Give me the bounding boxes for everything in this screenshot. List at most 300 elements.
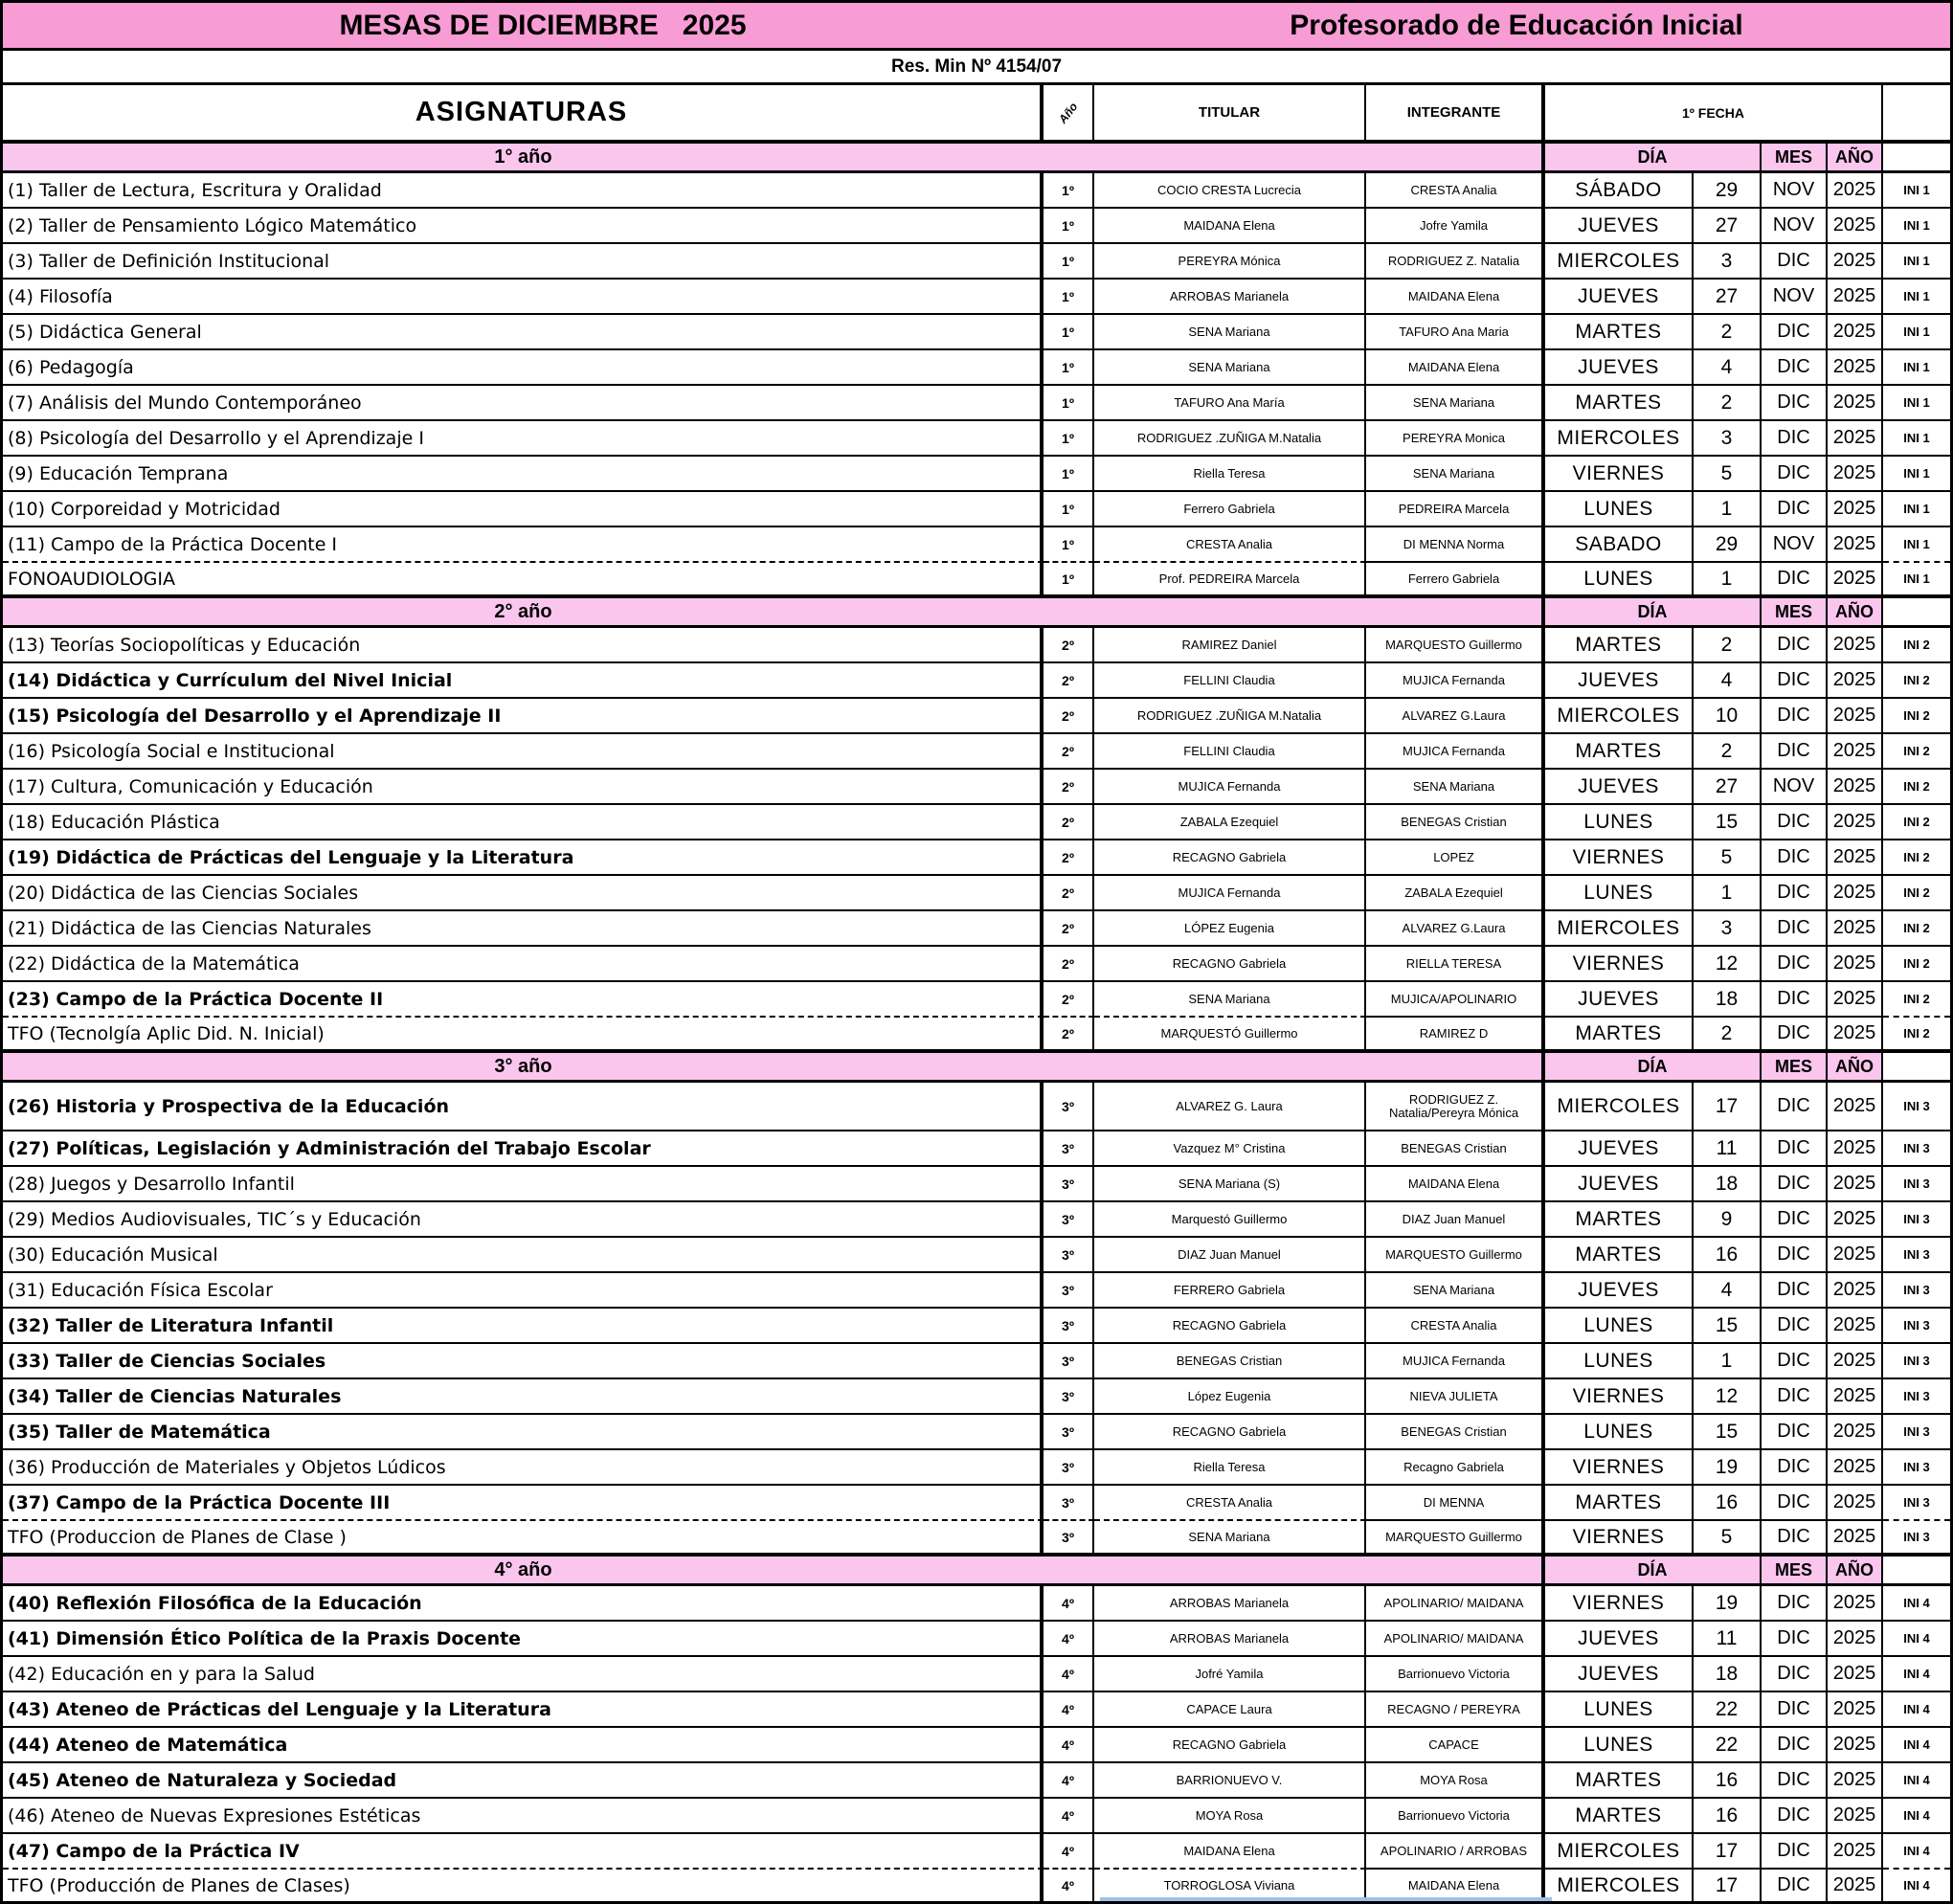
subject-cell: (7) Análisis del Mundo Contemporáneo (3, 386, 1044, 419)
table-row (3, 1309, 1950, 1344)
integrante-cell: MAIDANA Elena (1366, 350, 1545, 384)
month-cell: DIC (1762, 734, 1828, 768)
month-cell: DIC (1762, 1728, 1828, 1761)
table-row (3, 1586, 1950, 1622)
titular-cell: FELLINI Claudia (1094, 734, 1366, 768)
subject-cell: (42) Educación en y para la Salud (3, 1657, 1044, 1691)
month-cell: DIC (1762, 457, 1828, 490)
subject-cell: TFO (Producción de Planes de Clases) (3, 1868, 1044, 1901)
day-name-cell: VIERNES (1545, 1379, 1694, 1413)
subheader-anio: AÑO (1828, 144, 1883, 170)
titular-cell: RECAGNO Gabriela (1094, 1309, 1366, 1342)
subject-cell: (21) Didáctica de las Ciencias Naturales (3, 911, 1044, 945)
integrante-cell: ALVAREZ G.Laura (1366, 911, 1545, 945)
year-value-cell: 2025 (1828, 527, 1883, 561)
integrante-cell: MAIDANA Elena (1366, 280, 1545, 313)
titular-cell: MUJICA Fernanda (1094, 770, 1366, 803)
subject-cell: (23) Campo de la Práctica Docente II (3, 982, 1044, 1016)
section-label-cell (3, 144, 1545, 170)
year-cell: 4º (1044, 1799, 1094, 1832)
month-cell: DIC (1762, 1131, 1828, 1165)
year-value-cell: 2025 (1828, 982, 1883, 1016)
subject-cell: (44) Ateneo de Matemática (3, 1728, 1044, 1761)
day-name-cell: MARTES (1545, 1799, 1694, 1832)
year-cell: 1º (1044, 386, 1094, 419)
integrante-cell: LOPEZ (1366, 840, 1545, 874)
year-value-cell: 2025 (1828, 734, 1883, 768)
table-row (3, 1238, 1950, 1273)
year-cell: 3º (1044, 1167, 1094, 1200)
column-header-titular: TITULAR (1094, 85, 1366, 140)
table-row (3, 1273, 1950, 1309)
day-number-cell: 2 (1694, 315, 1762, 348)
subject-cell: (46) Ateneo de Nuevas Expresiones Estéticas (3, 1799, 1044, 1832)
year-value-cell: 2025 (1828, 699, 1883, 732)
titular-cell: TORROGLOSA Viviana (1094, 1868, 1366, 1901)
titular-cell: COCIO CRESTA Lucrecia (1094, 173, 1366, 207)
ini-code-cell: INI 3 (1903, 1460, 1930, 1474)
ini-code-cell: INI 2 (1883, 1016, 1950, 1049)
day-number-cell: 10 (1694, 699, 1762, 732)
subheader-ini-empty (1883, 598, 1950, 625)
titular-cell: MARQUESTÓ Guillermo (1094, 1016, 1366, 1049)
column-header-ini-empty (1883, 85, 1950, 140)
month-cell: DIC (1762, 699, 1828, 732)
ini-code-cell: INI 3 (1903, 1389, 1930, 1403)
integrante-cell: APOLINARIO/ MAIDANA (1366, 1622, 1545, 1655)
month-cell: DIC (1762, 1415, 1828, 1448)
ini-code-cell: INI 1 (1903, 360, 1930, 374)
day-name-cell: JUEVES (1545, 982, 1694, 1016)
ini-code-cell: INI 1 (1903, 218, 1930, 233)
titular-cell: RODRIGUEZ .ZUÑIGA M.Natalia (1094, 699, 1366, 732)
titular-cell: Ferrero Gabriela (1094, 492, 1366, 526)
day-number-cell: 4 (1694, 1273, 1762, 1307)
titular-cell: PEREYRA Mónica (1094, 244, 1366, 278)
day-number-cell: 29 (1694, 527, 1762, 561)
year-cell: 2º (1044, 734, 1094, 768)
year-cell: 3º (1044, 1379, 1094, 1413)
section-label: 2° año (494, 600, 552, 622)
integrante-cell: MARQUESTO Guillermo (1366, 1238, 1545, 1271)
year-cell: 4º (1044, 1586, 1094, 1620)
integrante-cell: DI MENNA Norma (1366, 527, 1545, 561)
day-number-cell: 12 (1694, 947, 1762, 980)
day-name-cell: LUNES (1545, 805, 1694, 839)
ini-code-cell: INI 4 (1903, 1773, 1930, 1787)
column-header-integrante: INTEGRANTE (1366, 85, 1545, 140)
table-row (3, 527, 1950, 561)
titular-cell: López Eugenia (1094, 1379, 1366, 1413)
year-value-cell: 2025 (1828, 1799, 1883, 1832)
day-number-cell: 15 (1694, 1309, 1762, 1342)
year-value-cell: 2025 (1828, 209, 1883, 242)
subject-cell: (22) Didáctica de la Matemática (3, 947, 1044, 980)
integrante-cell: CRESTA Analia (1366, 1309, 1545, 1342)
ini-code-cell: INI 3 (1903, 1099, 1930, 1113)
integrante-cell: Recagno Gabriela (1366, 1450, 1545, 1484)
table-row (3, 492, 1950, 527)
year-value-cell: 2025 (1828, 663, 1883, 697)
table-row (3, 840, 1950, 876)
day-name-cell: LUNES (1545, 1692, 1694, 1726)
year-cell: 2º (1044, 840, 1094, 874)
subject-cell: (31) Educación Física Escolar (3, 1273, 1044, 1307)
titular-cell: SENA Mariana (S) (1094, 1167, 1366, 1200)
day-number-cell: 27 (1694, 280, 1762, 313)
day-name-cell: SÁBADO (1545, 173, 1694, 207)
subject-cell: (29) Medios Audiovisuales, TIC´s y Educación (3, 1202, 1044, 1236)
ini-code-cell: INI 2 (1903, 885, 1930, 900)
day-number-cell: 18 (1694, 1657, 1762, 1691)
subject-cell: (26) Historia y Prospectiva de la Educación (3, 1083, 1044, 1130)
year-cell: 3º (1044, 1415, 1094, 1448)
month-cell: DIC (1762, 386, 1828, 419)
table-row (3, 173, 1950, 209)
table-row (3, 911, 1950, 947)
ini-code-cell: INI 2 (1903, 708, 1930, 723)
year-cell: 1º (1044, 280, 1094, 313)
year-cell: 4º (1044, 1622, 1094, 1655)
month-cell: DIC (1762, 350, 1828, 384)
month-cell: DIC (1762, 1379, 1828, 1413)
year-value-cell: 2025 (1828, 1344, 1883, 1378)
titular-cell: RECAGNO Gabriela (1094, 840, 1366, 874)
year-value-cell: 2025 (1828, 805, 1883, 839)
integrante-cell: DI MENNA (1366, 1486, 1545, 1519)
subject-cell: (34) Taller de Ciencias Naturales (3, 1379, 1044, 1413)
titular-cell: Riella Teresa (1094, 457, 1366, 490)
subject-cell: (15) Psicología del Desarrollo y el Aprendizaje II (3, 699, 1044, 732)
day-name-cell: MIERCOLES (1545, 699, 1694, 732)
day-number-cell: 22 (1694, 1692, 1762, 1726)
ini-code-cell: INI 2 (1903, 779, 1930, 794)
ini-code-cell: INI 1 (1903, 537, 1930, 551)
subject-cell: (8) Psicología del Desarrollo y el Aprendizaje I (3, 421, 1044, 455)
section-label-cell (3, 598, 1545, 625)
ini-code-cell: INI 1 (1903, 254, 1930, 268)
day-number-cell: 5 (1694, 840, 1762, 874)
ini-code-cell: INI 2 (1903, 850, 1930, 864)
titular-cell: MOYA Rosa (1094, 1799, 1366, 1832)
day-number-cell: 29 (1694, 173, 1762, 207)
titular-cell: SENA Mariana (1094, 315, 1366, 348)
day-name-cell: MARTES (1545, 1763, 1694, 1797)
day-number-cell: 4 (1694, 663, 1762, 697)
table-row (3, 663, 1950, 699)
day-number-cell: 22 (1694, 1728, 1762, 1761)
integrante-cell: APOLINARIO / ARROBAS (1366, 1834, 1545, 1868)
year-cell: 3º (1044, 1309, 1094, 1342)
year-value-cell: 2025 (1828, 315, 1883, 348)
year-value-cell: 2025 (1828, 1309, 1883, 1342)
titular-cell: RECAGNO Gabriela (1094, 1728, 1366, 1761)
section-label: 3° año (494, 1055, 552, 1077)
ini-code-cell: INI 4 (1903, 1702, 1930, 1716)
month-cell: DIC (1762, 982, 1828, 1016)
table-row (3, 1415, 1950, 1450)
table-row (3, 628, 1950, 663)
titular-cell: ARROBAS Marianela (1094, 1586, 1366, 1620)
titular-cell: Riella Teresa (1094, 1450, 1366, 1484)
titular-cell: ARROBAS Marianela (1094, 280, 1366, 313)
integrante-cell: CAPACE (1366, 1728, 1545, 1761)
year-cell: 4º (1044, 1692, 1094, 1726)
day-name-cell: JUEVES (1545, 770, 1694, 803)
day-number-cell: 17 (1694, 1868, 1762, 1901)
titular-cell: RECAGNO Gabriela (1094, 947, 1366, 980)
integrante-cell: DIAZ Juan Manuel (1366, 1202, 1545, 1236)
day-number-cell: 1 (1694, 1344, 1762, 1378)
subject-cell: (16) Psicología Social e Institucional (3, 734, 1044, 768)
titular-cell: BENEGAS Cristian (1094, 1344, 1366, 1378)
year-value-cell: 2025 (1828, 244, 1883, 278)
year-cell: 3º (1044, 1344, 1094, 1378)
banner-title-right: Profesorado de Educación Inicial (1290, 9, 1743, 41)
titular-cell: ARROBAS Marianela (1094, 1622, 1366, 1655)
subject-cell: (43) Ateneo de Prácticas del Lenguaje y la Literatura (3, 1692, 1044, 1726)
day-name-cell: SABADO (1545, 527, 1694, 561)
year-cell: 2º (1044, 911, 1094, 945)
month-cell: DIC (1762, 1834, 1828, 1868)
titular-cell: MUJICA Fernanda (1094, 876, 1366, 909)
day-number-cell: 11 (1694, 1622, 1762, 1655)
year-cell: 2º (1044, 663, 1094, 697)
day-name-cell: VIERNES (1545, 457, 1694, 490)
day-number-cell: 3 (1694, 911, 1762, 945)
month-cell: DIC (1762, 1486, 1828, 1519)
year-cell: 3º (1044, 1273, 1094, 1307)
day-name-cell: LUNES (1545, 1728, 1694, 1761)
year-cell: 2º (1044, 770, 1094, 803)
subheader-mes: MES (1762, 598, 1828, 625)
subject-cell: (4) Filosofía (3, 280, 1044, 313)
integrante-cell: Barrionuevo Victoria (1366, 1657, 1545, 1691)
year-value-cell: 2025 (1828, 421, 1883, 455)
subheader-dia: DÍA (1545, 1557, 1762, 1583)
integrante-cell: RODRIGUEZ Z. Natalia/Pereyra Mónica (1366, 1083, 1545, 1130)
year-value-cell: 2025 (1828, 173, 1883, 207)
day-number-cell: 2 (1694, 386, 1762, 419)
year-value-cell: 2025 (1828, 1450, 1883, 1484)
subject-cell: (1) Taller de Lectura, Escritura y Oralidad (3, 173, 1044, 207)
resolution-text: Res. Min Nº 4154/07 (890, 56, 1063, 77)
subject-cell: (45) Ateneo de Naturaleza y Sociedad (3, 1763, 1044, 1797)
day-name-cell: LUNES (1545, 492, 1694, 526)
year-cell: 1º (1044, 421, 1094, 455)
titular-cell: LÓPEZ Eugenia (1094, 911, 1366, 945)
integrante-cell: MUJICA Fernanda (1366, 663, 1545, 697)
titular-cell: TAFURO Ana María (1094, 386, 1366, 419)
ini-code-cell: INI 4 (1903, 1808, 1930, 1823)
subheader-anio: AÑO (1828, 598, 1883, 625)
month-cell: DIC (1762, 628, 1828, 661)
ini-code-cell: INI 3 (1903, 1141, 1930, 1155)
day-number-cell: 11 (1694, 1131, 1762, 1165)
section-header-row (3, 594, 1950, 628)
integrante-cell: MUJICA Fernanda (1366, 1344, 1545, 1378)
subheader-dia: DÍA (1545, 144, 1762, 170)
subject-cell: (40) Reflexión Filosófica de la Educación (3, 1586, 1044, 1620)
day-name-cell: JUEVES (1545, 280, 1694, 313)
year-value-cell: 2025 (1828, 561, 1883, 594)
month-cell: DIC (1762, 1016, 1828, 1049)
year-cell: 2º (1044, 1016, 1094, 1049)
ini-code-cell: INI 4 (1903, 1631, 1930, 1646)
year-cell: 3º (1044, 1202, 1094, 1236)
day-number-cell: 18 (1694, 1167, 1762, 1200)
integrante-cell: BENEGAS Cristian (1366, 1415, 1545, 1448)
subject-cell: TFO (Tecnolgía Aplic Did. N. Inicial) (3, 1016, 1044, 1049)
subheader-mes: MES (1762, 1557, 1828, 1583)
integrante-cell: MUJICA/APOLINARIO (1366, 982, 1545, 1016)
section-label: 4° año (494, 1558, 552, 1580)
day-number-cell: 3 (1694, 244, 1762, 278)
subject-cell: TFO (Produccion de Planes de Clase ) (3, 1519, 1044, 1553)
year-cell: 3º (1044, 1486, 1094, 1519)
table-row (3, 421, 1950, 457)
day-name-cell: MIERCOLES (1545, 244, 1694, 278)
subheader-anio: AÑO (1828, 1053, 1883, 1080)
integrante-cell: MUJICA Fernanda (1366, 734, 1545, 768)
table-row (3, 734, 1950, 770)
day-name-cell: MIERCOLES (1545, 1868, 1694, 1901)
day-number-cell: 16 (1694, 1486, 1762, 1519)
year-value-cell: 2025 (1828, 628, 1883, 661)
year-cell: 4º (1044, 1763, 1094, 1797)
titular-cell: FELLINI Claudia (1094, 663, 1366, 697)
month-cell: DIC (1762, 805, 1828, 839)
table-row (3, 315, 1950, 350)
integrante-cell: RODRIGUEZ Z. Natalia (1366, 244, 1545, 278)
month-cell: DIC (1762, 1167, 1828, 1200)
section-header-row (3, 1553, 1950, 1586)
subject-cell: (17) Cultura, Comunicación y Educación (3, 770, 1044, 803)
integrante-cell: MARQUESTO Guillermo (1366, 628, 1545, 661)
day-number-cell: 16 (1694, 1799, 1762, 1832)
month-cell: DIC (1762, 911, 1828, 945)
day-number-cell: 2 (1694, 1016, 1762, 1049)
table-row (3, 1622, 1950, 1657)
ini-code-cell: INI 2 (1903, 815, 1930, 829)
table-row (3, 1131, 1950, 1167)
day-name-cell: MARTES (1545, 1016, 1694, 1049)
subject-cell: (19) Didáctica de Prácticas del Lenguaje y la Literatura (3, 840, 1044, 874)
month-cell: DIC (1762, 1657, 1828, 1691)
titular-cell: CRESTA Analia (1094, 527, 1366, 561)
titular-cell: RODRIGUEZ .ZUÑIGA M.Natalia (1094, 421, 1366, 455)
year-value-cell: 2025 (1828, 1486, 1883, 1519)
day-name-cell: VIERNES (1545, 1450, 1694, 1484)
table-row (3, 280, 1950, 315)
table-row (3, 561, 1950, 594)
table-row (3, 1344, 1950, 1379)
subject-cell: (14) Didáctica y Currículum del Nivel Inicial (3, 663, 1044, 697)
subject-cell: (35) Taller de Matemática (3, 1415, 1044, 1448)
ini-code-cell: INI 2 (1903, 638, 1930, 652)
day-name-cell: VIERNES (1545, 840, 1694, 874)
titular-cell: ALVAREZ G. Laura (1094, 1083, 1366, 1130)
month-cell: DIC (1762, 1202, 1828, 1236)
titular-cell: ZABALA Ezequiel (1094, 805, 1366, 839)
integrante-cell: RECAGNO / PEREYRA (1366, 1692, 1545, 1726)
month-cell: DIC (1762, 840, 1828, 874)
year-cell: 3º (1044, 1519, 1094, 1553)
integrante-cell: APOLINARIO/ MAIDANA (1366, 1586, 1545, 1620)
day-number-cell: 5 (1694, 1519, 1762, 1553)
column-header-asignaturas: ASIGNATURAS (3, 85, 1044, 140)
month-cell: DIC (1762, 1868, 1828, 1901)
table-row (3, 1202, 1950, 1238)
month-cell: DIC (1762, 1586, 1828, 1620)
integrante-cell: MAIDANA Elena (1366, 1868, 1545, 1901)
banner-title-left: MESAS DE DICIEMBRE 2025 (339, 9, 747, 41)
ini-code-cell: INI 3 (1903, 1424, 1930, 1439)
day-number-cell: 16 (1694, 1763, 1762, 1797)
subject-cell: (18) Educación Plástica (3, 805, 1044, 839)
year-cell: 1º (1044, 244, 1094, 278)
year-value-cell: 2025 (1828, 1379, 1883, 1413)
integrante-cell: RAMIREZ D (1366, 1016, 1545, 1049)
section-header-row (3, 1049, 1950, 1083)
ini-code-cell: INI 2 (1903, 992, 1930, 1006)
table-row (3, 1834, 1950, 1868)
day-name-cell: JUEVES (1545, 1131, 1694, 1165)
year-value-cell: 2025 (1828, 1692, 1883, 1726)
subheader-ini-empty (1883, 1053, 1950, 1080)
titular-cell: CAPACE Laura (1094, 1692, 1366, 1726)
year-value-cell: 2025 (1828, 1083, 1883, 1130)
integrante-cell: Jofre Yamila (1366, 209, 1545, 242)
subheader-dia: DÍA (1545, 598, 1762, 625)
day-name-cell: JUEVES (1545, 1167, 1694, 1200)
year-cell: 1º (1044, 173, 1094, 207)
subject-cell: (5) Didáctica General (3, 315, 1044, 348)
subject-cell: (30) Educación Musical (3, 1238, 1044, 1271)
table-row (3, 876, 1950, 911)
day-name-cell: LUNES (1545, 1344, 1694, 1378)
day-name-cell: MARTES (1545, 628, 1694, 661)
day-number-cell: 16 (1694, 1238, 1762, 1271)
day-number-cell: 17 (1694, 1083, 1762, 1130)
month-cell: NOV (1762, 280, 1828, 313)
month-cell: DIC (1762, 1344, 1828, 1378)
table-row (3, 1763, 1950, 1799)
day-name-cell: LUNES (1545, 876, 1694, 909)
titular-cell: RECAGNO Gabriela (1094, 1415, 1366, 1448)
year-value-cell: 2025 (1828, 1202, 1883, 1236)
day-number-cell: 5 (1694, 457, 1762, 490)
year-cell: 3º (1044, 1238, 1094, 1271)
subject-cell: (47) Campo de la Práctica IV (3, 1834, 1044, 1868)
integrante-cell: MOYA Rosa (1366, 1763, 1545, 1797)
month-cell: DIC (1762, 663, 1828, 697)
day-name-cell: MIERCOLES (1545, 421, 1694, 455)
table-row (3, 350, 1950, 386)
ini-code-cell: INI 4 (1883, 1868, 1950, 1901)
year-value-cell: 2025 (1828, 1763, 1883, 1797)
subject-cell: (27) Políticas, Legislación y Administración del Trabajo Escolar (3, 1131, 1044, 1165)
table-row (3, 386, 1950, 421)
ini-code-cell: INI 2 (1903, 956, 1930, 971)
table-row (3, 1450, 1950, 1486)
day-number-cell: 19 (1694, 1586, 1762, 1620)
ini-code-cell: INI 1 (1903, 466, 1930, 481)
table-row (3, 1692, 1950, 1728)
day-name-cell: MIERCOLES (1545, 1834, 1694, 1868)
integrante-cell: BENEGAS Cristian (1366, 805, 1545, 839)
day-name-cell: JUEVES (1545, 1273, 1694, 1307)
